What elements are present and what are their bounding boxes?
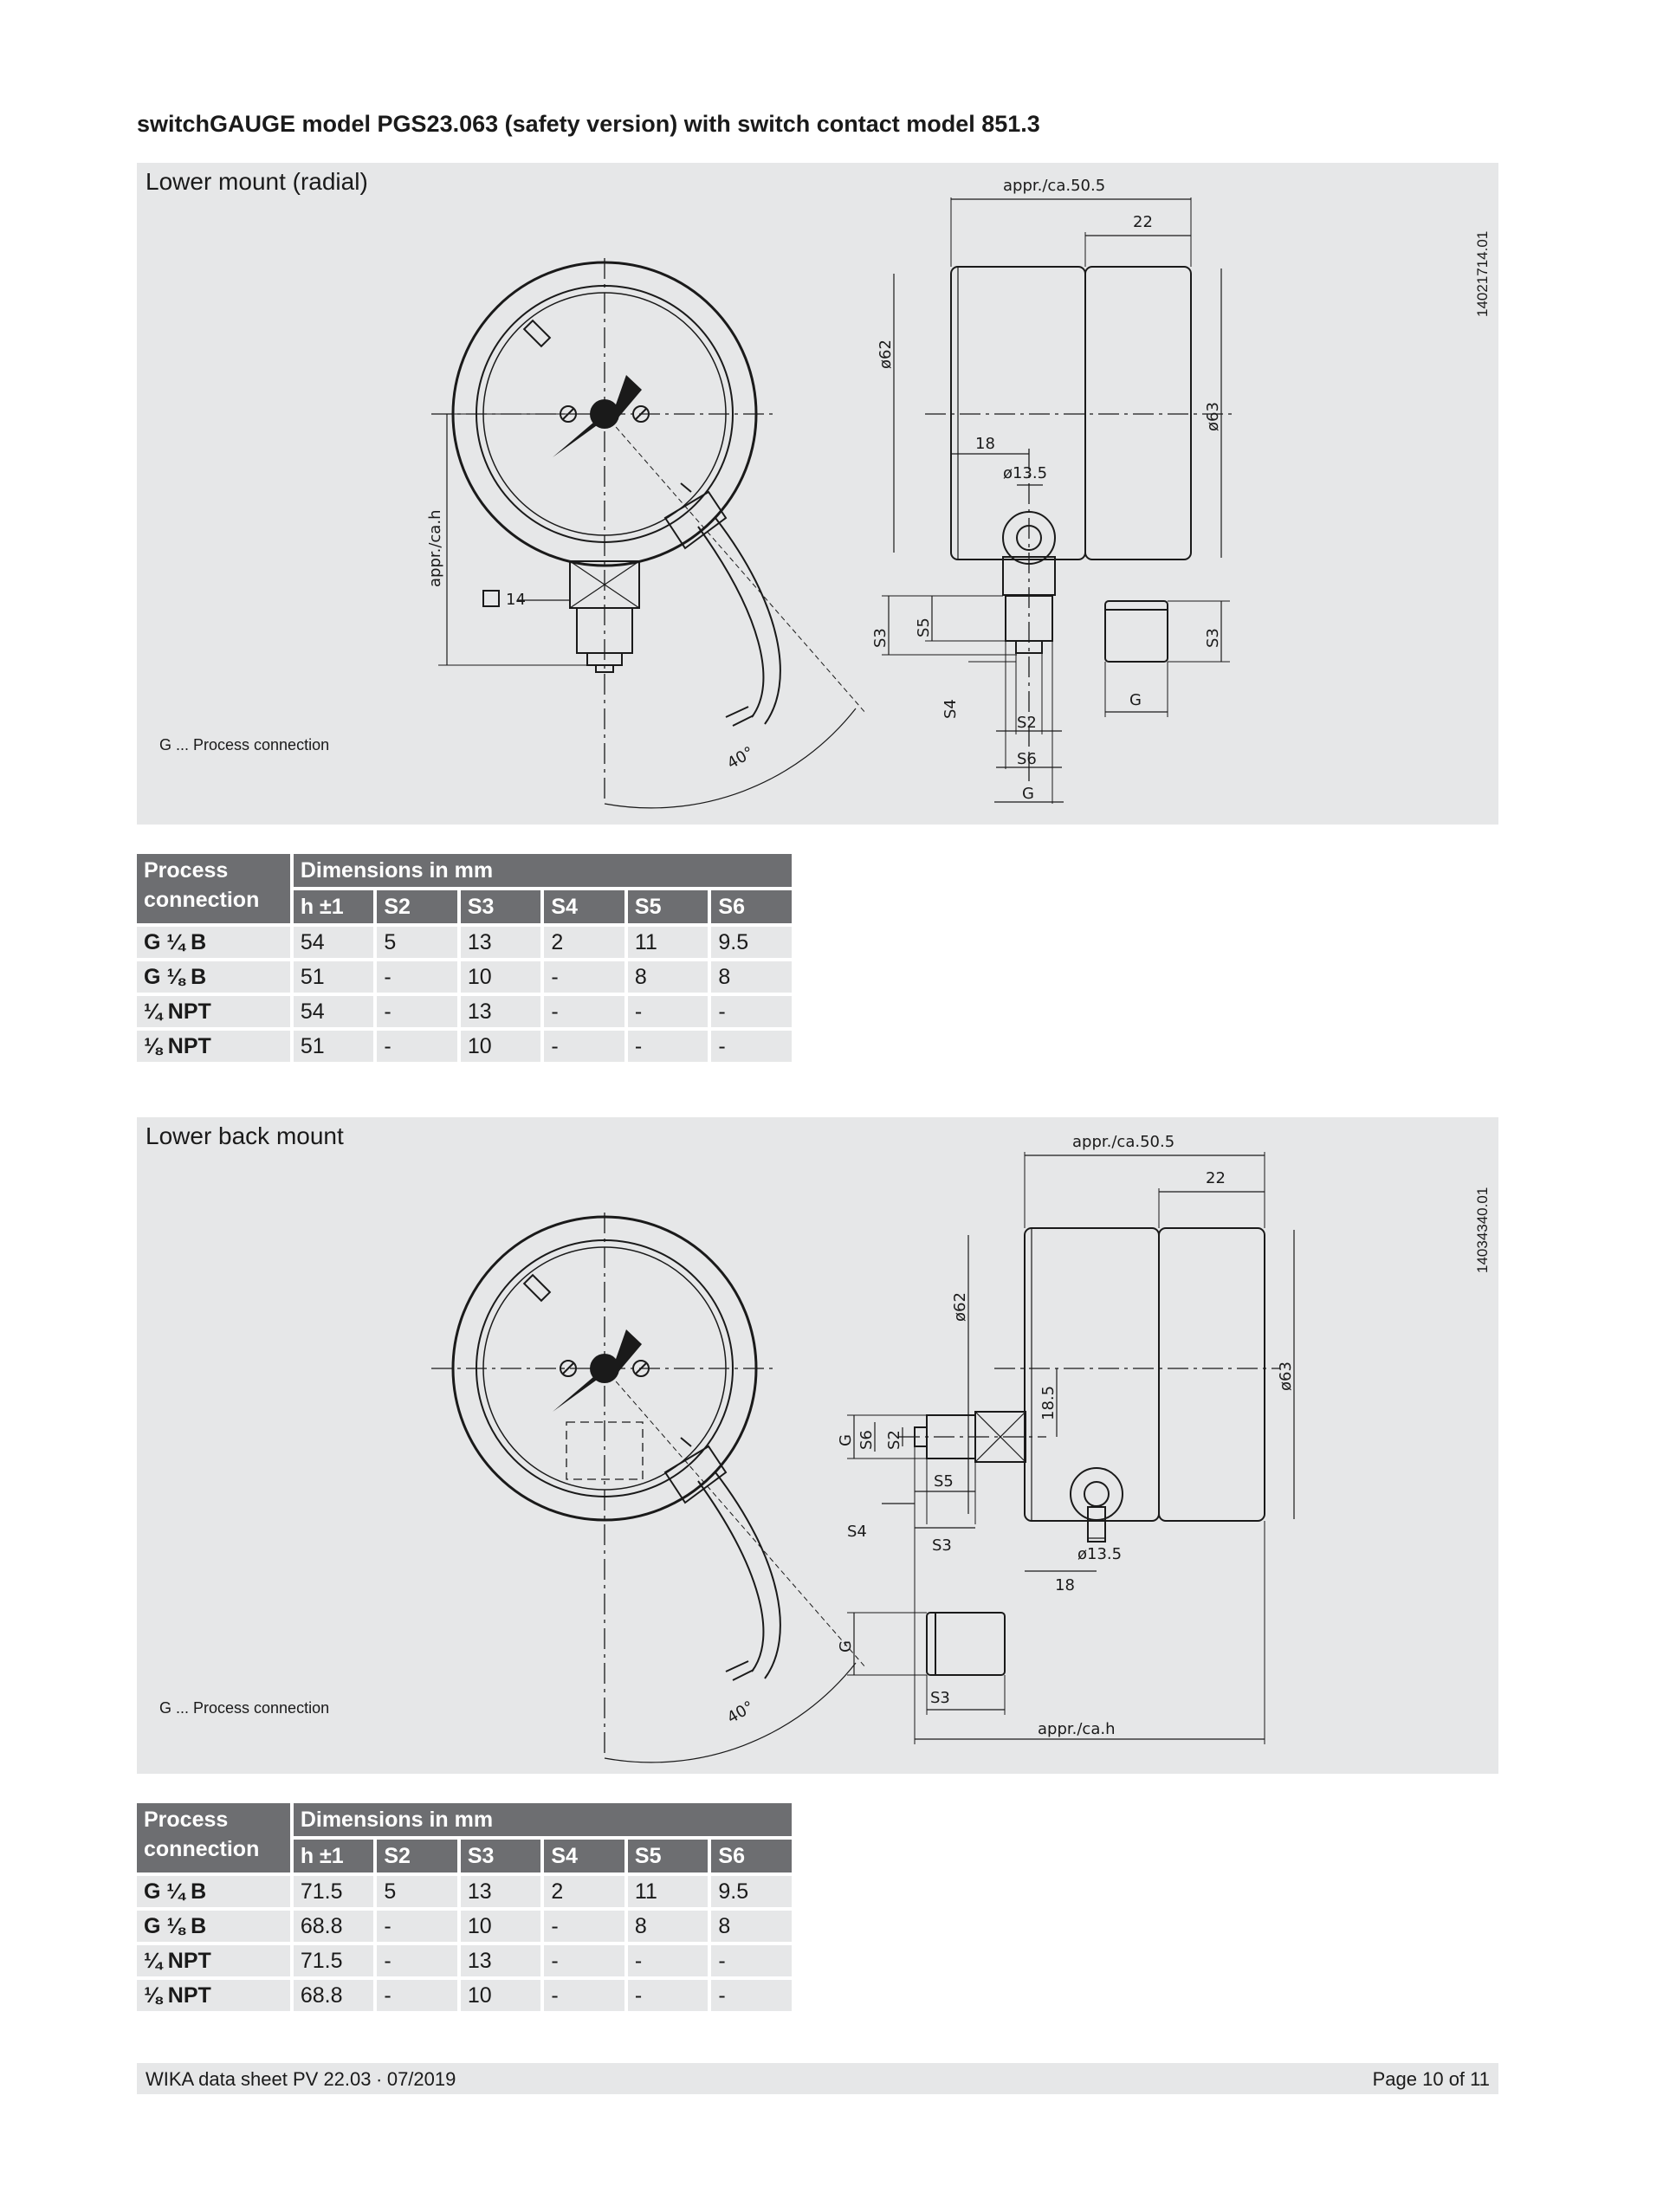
drawing-panel-lower-mount	[137, 163, 1498, 825]
cell: 5	[377, 927, 457, 958]
cell: 10	[461, 961, 541, 993]
cell: 11	[628, 1876, 709, 1907]
column-header: S2	[377, 1840, 457, 1872]
cell: 9.5	[711, 1876, 792, 1907]
cell: -	[544, 1911, 624, 1942]
cell: -	[377, 996, 457, 1027]
process-connection-note: G ... Process connection	[159, 736, 330, 754]
cell: -	[711, 1980, 792, 2011]
cell: -	[377, 1031, 457, 1062]
drawing-id: 14034340.01	[1474, 1187, 1491, 1273]
dim-22: 22	[1206, 1169, 1226, 1187]
footer-datasheet-ref: WIKA data sheet PV 22.03 ∙ 07/2019	[146, 2068, 456, 2090]
cell: -	[628, 996, 709, 1027]
dim-s2: S2	[1017, 714, 1037, 732]
column-header: S5	[628, 1840, 709, 1872]
cell-connection: ⅛ NPT	[137, 1031, 290, 1062]
cell: -	[544, 1945, 624, 1976]
column-header: S3	[461, 890, 541, 923]
dim-s4: S4	[942, 699, 960, 719]
dim-s2: S2	[885, 1430, 903, 1450]
dim-g-socket: G	[837, 1640, 855, 1653]
dim-s3: S3	[871, 628, 890, 648]
cell: -	[544, 1980, 624, 2011]
dim-appr: appr./ca.50.5	[1003, 177, 1106, 195]
cell: -	[377, 1945, 457, 1976]
process-connection-note: G ... Process connection	[159, 1699, 330, 1717]
dim-d135: ø13.5	[1077, 1545, 1123, 1563]
table-row	[137, 1031, 792, 1062]
table-row	[137, 996, 792, 1027]
cell: -	[544, 1031, 624, 1062]
dim-18: 18	[975, 435, 995, 453]
cell: -	[628, 1945, 709, 1976]
cell: 71.5	[294, 1945, 374, 1976]
cell: 68.8	[294, 1911, 374, 1942]
dim-22: 22	[1133, 213, 1153, 231]
page-title: switchGAUGE model PGS23.063 (safety version) with switch contact model 851.3	[137, 111, 1040, 137]
table-row	[137, 961, 792, 993]
drawing-panel-lower-back-mount	[137, 1117, 1498, 1774]
column-header: S4	[544, 1840, 624, 1872]
dim-angle: 40°	[724, 1698, 758, 1728]
table-row	[137, 1876, 792, 1907]
column-header: S6	[711, 1840, 792, 1872]
cell: 5	[377, 1876, 457, 1907]
column-header: S3	[461, 1840, 541, 1872]
dim-angle: 40°	[724, 743, 758, 773]
column-header-process-connection: Process connection	[137, 854, 290, 923]
dim-g: G	[1022, 785, 1034, 803]
cell: 51	[294, 961, 374, 993]
dim-s6: S6	[857, 1430, 876, 1450]
cell: -	[377, 1911, 457, 1942]
cell: 71.5	[294, 1876, 374, 1907]
dim-s5: S5	[934, 1472, 954, 1491]
cell-connection: G ¼ B	[137, 1876, 290, 1907]
dim-d135: ø13.5	[1003, 464, 1048, 482]
column-header-dimensions: Dimensions in mm	[294, 1803, 792, 1836]
cell: 8	[628, 961, 709, 993]
page-footer	[137, 2063, 1498, 2094]
dimensions-table-lower-mount	[133, 851, 795, 1065]
drawing-id: 14021714.01	[1474, 230, 1491, 317]
cell: 8	[711, 961, 792, 993]
cell: -	[628, 1980, 709, 2011]
table-row	[137, 1945, 792, 1976]
cell: -	[377, 1980, 457, 2011]
dim-d63: ø63	[1277, 1361, 1295, 1391]
cell: 13	[461, 996, 541, 1027]
cell: -	[377, 961, 457, 993]
cell: -	[628, 1031, 709, 1062]
dim-h: appr./ca.h	[1038, 1720, 1116, 1738]
cell: 10	[461, 1031, 541, 1062]
column-header: S5	[628, 890, 709, 923]
cell: 13	[461, 927, 541, 958]
dimensions-table-lower-back-mount	[133, 1800, 795, 2015]
cell-connection: ¼ NPT	[137, 996, 290, 1027]
panel-label: Lower mount (radial)	[146, 168, 368, 195]
cell: 51	[294, 1031, 374, 1062]
table-row	[137, 1911, 792, 1942]
dim-s4: S4	[847, 1523, 867, 1541]
cell-connection: G ⅛ B	[137, 1911, 290, 1942]
column-header: h ±1	[294, 1840, 374, 1872]
column-header: S6	[711, 890, 792, 923]
dim-s3: S3	[932, 1536, 952, 1555]
table-row	[137, 927, 792, 958]
table-row	[137, 1980, 792, 2011]
cell: 54	[294, 996, 374, 1027]
dim-18-5: 18.5	[1039, 1385, 1058, 1420]
dim-square-14: 14	[506, 591, 526, 609]
cell: 13	[461, 1945, 541, 1976]
column-header: S4	[544, 890, 624, 923]
cell: 10	[461, 1980, 541, 2011]
footer-page-number: Page 10 of 11	[1372, 2068, 1490, 2090]
cell: -	[544, 996, 624, 1027]
dim-18: 18	[1055, 1576, 1075, 1594]
dim-s3-socket: S3	[1204, 628, 1222, 648]
cell: 2	[544, 1876, 624, 1907]
technical-drawing-lower-mount	[137, 163, 1498, 825]
column-header-dimensions: Dimensions in mm	[294, 854, 792, 887]
dim-s3-socket: S3	[930, 1689, 950, 1707]
cell: 10	[461, 1911, 541, 1942]
dim-g: G	[837, 1434, 855, 1446]
dim-d62: ø62	[877, 340, 895, 369]
cell-connection: G ⅛ B	[137, 961, 290, 993]
cell: -	[711, 996, 792, 1027]
dim-s6: S6	[1017, 750, 1037, 768]
cell: -	[544, 961, 624, 993]
cell: -	[711, 1945, 792, 1976]
column-header: S2	[377, 890, 457, 923]
cell: -	[711, 1031, 792, 1062]
dim-g-socket: G	[1129, 691, 1142, 709]
cell: 54	[294, 927, 374, 958]
dim-d62: ø62	[951, 1292, 969, 1322]
cell: 11	[628, 927, 709, 958]
column-header-process-connection: Process connection	[137, 1803, 290, 1872]
column-header: h ±1	[294, 890, 374, 923]
cell-connection: G ¼ B	[137, 927, 290, 958]
cell: 13	[461, 1876, 541, 1907]
cell: 8	[711, 1911, 792, 1942]
dim-appr: appr./ca.50.5	[1072, 1133, 1175, 1151]
cell: 68.8	[294, 1980, 374, 2011]
cell-connection: ⅛ NPT	[137, 1980, 290, 2011]
dim-s5: S5	[915, 618, 933, 637]
dim-h: appr./ca.h	[426, 509, 444, 587]
cell: 8	[628, 1911, 709, 1942]
cell: 2	[544, 927, 624, 958]
panel-label: Lower back mount	[146, 1122, 344, 1149]
technical-drawing-lower-back-mount	[137, 1117, 1498, 1774]
dim-d63: ø63	[1204, 402, 1222, 431]
cell: 9.5	[711, 927, 792, 958]
cell-connection: ¼ NPT	[137, 1945, 290, 1976]
